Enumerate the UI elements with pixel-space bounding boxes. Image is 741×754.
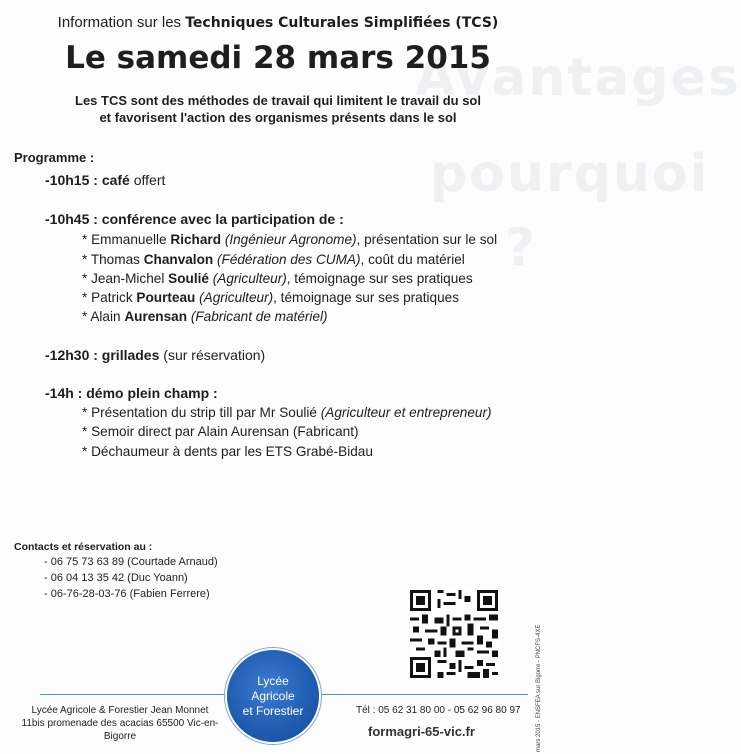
speaker-rest: , présentation sur le sol [356, 232, 498, 247]
speaker-item [82, 290, 459, 305]
school-name: Lycée Agricole & Forestier Jean Monnet [31, 705, 209, 716]
info-line [0, 14, 556, 31]
slot-1015 [45, 172, 165, 188]
speaker-rest: , témoignage sur ses pratiques [286, 271, 473, 286]
speaker-last: Aurensan [124, 309, 188, 324]
demo-item [82, 405, 492, 420]
speaker-last: Soulié [168, 271, 209, 286]
speaker-first: * Patrick [82, 290, 137, 305]
speaker-rest: , coût du matériel [360, 252, 465, 267]
slot-rest: (sur réservation) [159, 347, 266, 363]
demo-text: * Présentation du strip till par Mr Soulié [82, 405, 321, 420]
speaker-role: (Agriculteur) [212, 271, 287, 286]
speaker-first: * Jean-Michel [82, 271, 169, 286]
school-logo [227, 650, 319, 742]
slot-label: -14h : démo plein champ : [45, 385, 218, 401]
demo-text: * Déchaumeur à dents par les ETS Grabé-Bidau [82, 444, 373, 459]
demo-item [82, 444, 373, 459]
slot-1230 [45, 347, 265, 363]
slot-1045 [45, 211, 344, 227]
slot-label: café [101, 172, 130, 188]
school-address: 11bis promenade des acacias 65500 Vic-en-Bigorre [21, 718, 219, 742]
contacts-title: Contacts et réservation au : [14, 541, 153, 553]
ghost-text: ? [505, 218, 538, 278]
speaker-item [82, 271, 473, 286]
contact-item: - 06 75 73 63 89 (Courtade Arnaud) [44, 556, 218, 568]
demo-text: * Semoir direct par Alain Aurensan (Fabricant) [82, 424, 359, 439]
logo-text: et Forestier [242, 703, 304, 718]
slot-14h [45, 385, 218, 401]
demo-italic: (Agriculteur et entrepreneur) [320, 405, 492, 420]
event-date: Le samedi 28 mars 2015 [65, 40, 491, 76]
slot-rest: offert [129, 172, 166, 188]
speaker-role: (Fédération des CUMA) [216, 252, 361, 267]
demo-item [82, 424, 359, 439]
speaker-last: Pourteau [136, 290, 196, 305]
contact-item: - 06-76-28-03-76 (Fabien Ferrere) [44, 588, 210, 600]
speaker-role: (Ingénieur Agronome) [224, 232, 357, 247]
slot-label: -10h45 : conférence avec la participation de : [45, 211, 344, 227]
print-note: mars 2015 - ENSFEA sur Bigorre - PNCFS-4XE [536, 624, 542, 752]
speaker-rest: , témoignage sur ses pratiques [273, 290, 460, 305]
qr-code-icon[interactable] [410, 590, 498, 678]
logo-text: Agricole [251, 688, 295, 703]
slot-label: -12h30 : grillades [45, 347, 160, 363]
speaker-role: (Agriculteur) [199, 290, 274, 305]
speaker-first: * Alain [82, 309, 125, 324]
speaker-item [82, 232, 497, 247]
ghost-text: pourquoi [430, 144, 710, 204]
speaker-item [82, 309, 328, 324]
speaker-role: (Fabricant de matériel) [190, 309, 328, 324]
info-prefix: Information sur les [57, 14, 186, 31]
logo-text: Lycée [257, 673, 289, 688]
contact-item: - 06 04 13 35 42 (Duc Yoann) [44, 572, 188, 584]
speaker-first: * Emmanuelle [82, 232, 171, 247]
info-bold: Techniques Culturales Simplifiées (TCS) [185, 15, 499, 31]
speaker-last: Chanvalon [143, 252, 214, 267]
intro-text [0, 92, 556, 126]
website-link[interactable]: formagri-65-vic.fr [368, 724, 475, 739]
speaker-first: * Thomas [82, 252, 144, 267]
programme-title: Programme : [14, 150, 95, 165]
ghost-text: Avantages [415, 48, 741, 108]
phone-numbers: Tél : 05 62 31 80 00 - 05 62 96 80 97 [356, 705, 521, 716]
speaker-last: Richard [170, 232, 222, 247]
slot-time: -10h15 : [45, 172, 98, 188]
intro-line: et favorisent l'action des organismes présents dans le sol [99, 110, 457, 125]
intro-line: Les TCS sont des méthodes de travail qui limitent le travail du sol [75, 93, 481, 108]
speaker-item [82, 252, 465, 267]
